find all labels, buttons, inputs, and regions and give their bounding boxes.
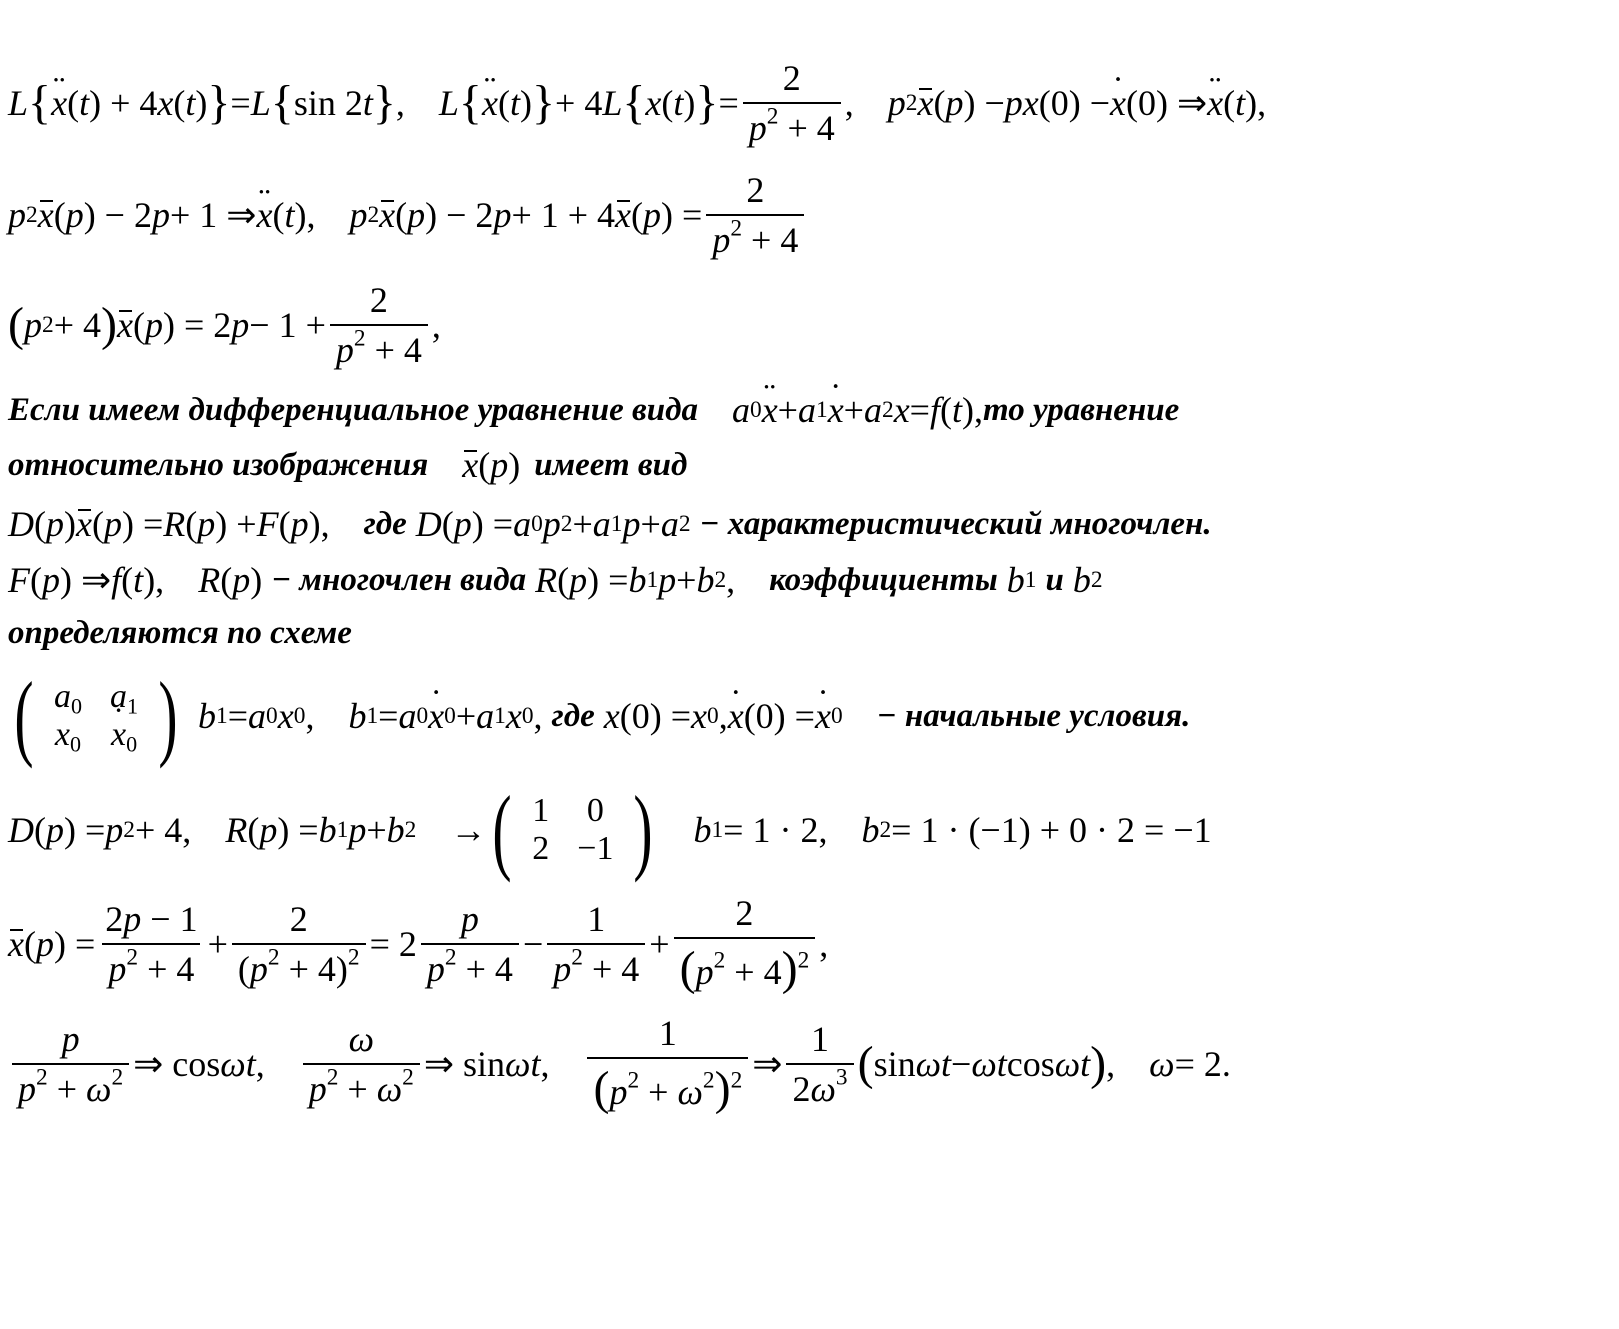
- text-para2b: имеет вид: [534, 446, 688, 483]
- text-where2: где: [551, 697, 595, 734]
- formula-decomposition: x ( p ) = $\frac{2p - 1}{p^2 + 4}$ + $\frac{2}{(p^2 + 4)^2}$ = 2 $\frac{p}{p^2 + 4}$ − $\frac{1}{p^2 + 4}$ + $\frac{2}{(p^2 + 4)^2}$ ,: [8, 893, 829, 995]
- formula-f-r-poly: F ( p ) ⇒ f ( t ), R ( p ) − многочлен вида R ( p ) = b 1 p + b 2 , коэффициенты b 1 и b 2: [8, 560, 1103, 600]
- text-para1b: то уравнение: [983, 391, 1180, 428]
- formula-d-r-f: D ( p ) x ( p ) = R ( p ) + F ( p ), где D ( p ) = a 0 p 2 + a 1 p + a 2 − характеристический многочлен.: [8, 504, 1212, 544]
- formula-example: D ( p ) = p 2 + 4, R ( p ) = b 1 p + b 2 → ( 1 0 2 −1 ) b 1 = 1 · 2, b 2 = 1 · (−1) + 0 · 2 = −1: [8, 776, 1212, 883]
- text-and: и: [1045, 561, 1064, 598]
- text-where1: где: [363, 505, 407, 542]
- formula-laplace-2: p 2 x ( p ) − 2 p + 1 ⇒ ¨ x ( t ), p 2 x ( p ) − 2 p + 1 + 4 x ( p ) = $\frac{2}{p^2 + 4}$: [8, 172, 808, 258]
- text-image-relative: относительно изображения x ( p ) имеет вид: [8, 445, 688, 485]
- text-para1a: Если имеем дифференциальное уравнение вида: [8, 391, 698, 428]
- text-initial: − начальные условия.: [876, 697, 1191, 734]
- text-poly-kind: − многочлен вида: [271, 561, 527, 598]
- text-coeffs: коэффициенты: [769, 561, 998, 598]
- schema-matrix: ( $a_0$ $a_1$ $x_0$ ˙ $x_0$ ): [8, 668, 184, 764]
- formula-image-equation: ( p 2 + 4 ) x ( p ) = 2 p − 1 + $\frac{2}{p^2 + 4}$ ,: [8, 280, 441, 370]
- formula-schema: ( $a_0$ $a_1$ $x_0$ ˙ $x_0$ ) b 1 = a 0 x 0 , b 1 = a 0 ˙ x 0 + a 1 x 0 , где x (0) = x 0 , ˙ x (0) = ˙ x 0 − начальные условия.: [8, 668, 1190, 764]
- example-matrix: ( 1 0 2 −1 ): [492, 776, 654, 883]
- text-schema-label: определяются по схеме: [8, 615, 352, 651]
- formula-laplace-1: L { ¨ x ( t ) + 4 x ( t ) } = L { sin 2 t } , L { ¨ x ( t ) } + 4 L { x ( t ) } = $\frac{2}{p^2 + 4}$ , p 2 x ( p ) − p x (0) − ˙ x (0) ⇒ ¨ x ( t ),: [8, 60, 1266, 146]
- text-para2: относительно изображения: [8, 446, 429, 483]
- text-general-equation: Если имеем дифференциальное уравнение вида a 0 ¨ x + a 1 ˙ x + a 2 x = f ( t ), то уравнение: [8, 392, 1179, 428]
- text-charpoly: − характеристический многочлен.: [699, 505, 1212, 542]
- formula-table-transforms: $\frac{p}{p^2 + \omega^2}$ ⇒ cos ωt , $\frac{\omega}{p^2 + \omega^2}$ ⇒ sin ωt , $\frac{1}{(p^2 + \omega^2)^2}$ ⇒ $\frac{1}{2\omega^3}$ ( sin ωt − ωt cos ωt ) , ω = 2.: [8, 1015, 1231, 1113]
- text-schema: [8, 617, 352, 650]
